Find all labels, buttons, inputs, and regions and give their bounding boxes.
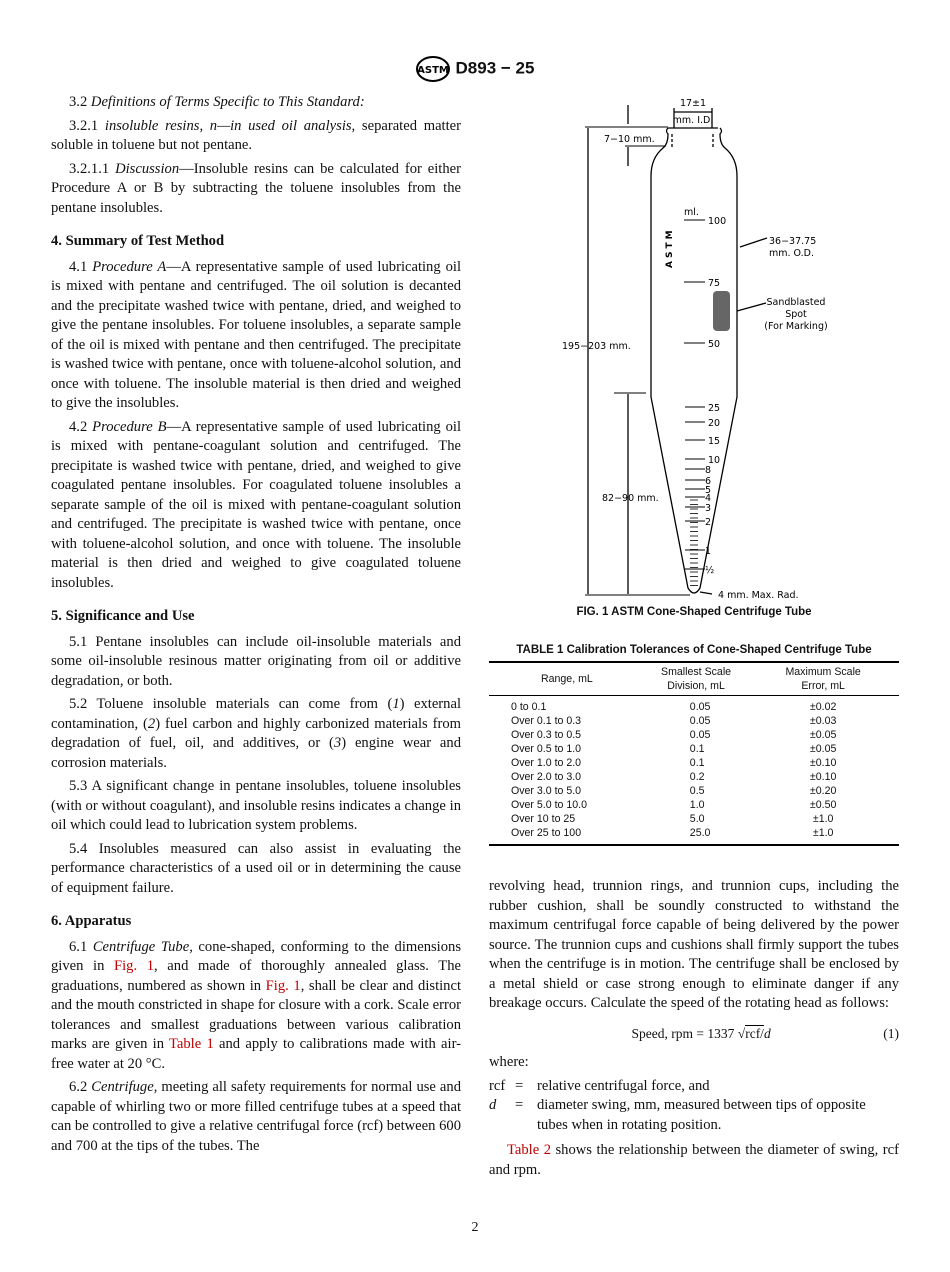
equation-1: Speed, rpm = 1337 √rcf/d (1) (631, 1025, 899, 1041)
svg-text:ASTM: ASTM (416, 65, 449, 76)
division-cell: 0.1 (689, 757, 705, 769)
table-row (489, 798, 899, 812)
spot-label-3: (For Marking) (764, 321, 828, 332)
astm-logo-icon (416, 56, 450, 82)
where-label: where: (489, 1054, 529, 1070)
division-cell: 0.05 (689, 729, 711, 741)
radius-label: 4 mm. Max. Rad. (718, 590, 799, 601)
table-row (489, 728, 899, 742)
range-cell: Over 1.0 to 2.0 (511, 757, 582, 769)
definition-rcf: rcf = relative centrifugal force, and (489, 1077, 710, 1094)
graduation-label: ½ (705, 565, 715, 576)
error-cell: ±0.20 (809, 785, 837, 797)
right-column (489, 877, 899, 1184)
division-cell: 0.5 (689, 785, 705, 797)
ml-label: ml. (684, 207, 699, 218)
graduation-label: 25 (708, 403, 721, 414)
range-cell: Over 0.3 to 0.5 (511, 729, 582, 741)
table-row (489, 770, 899, 784)
range-cell: Over 5.0 to 10.0 (511, 799, 587, 811)
error-cell: ±0.03 (809, 715, 837, 727)
section-4-heading: 4. Summary of Test Method (51, 233, 225, 249)
range-cell: Over 0.5 to 1.0 (511, 743, 582, 755)
para-5-3: 5.3 A significant change in pentane insolubles, toluene insolubles (with or without coagulant), and insoluble resins indicates a change in oil which could lead to lubrication system problems. (51, 778, 461, 833)
para-5-2: 5.2 Toluene insoluble materials can come from (1) external contamination, (2) fuel carbon and highly carbonized materials from degradation of fuel, oil, and additives, or (3) engine wear and corrosion materials. (51, 696, 461, 771)
para-6-2: 6.2 Centrifuge, meeting all safety requirements for normal use and capable of whirling two or more filled centrifuge tubes at a speed that can be controlled to give a relative centrifugal force (rcf) between 600 and 700 at the tips of the tubes. The (51, 1079, 461, 1154)
error-cell: ±0.05 (809, 743, 837, 755)
graduation-label: 15 (708, 436, 721, 447)
graduation-label: 4 (705, 493, 712, 504)
section-5-heading: 5. Significance and Use (51, 608, 195, 624)
division-cell: 0.1 (689, 743, 705, 755)
range-cell: Over 10 to 25 (511, 813, 576, 825)
graduation-label: 10 (708, 455, 721, 466)
neck-dimension: 7−10 mm. (604, 134, 655, 145)
id-label-2: mm. I.D. (672, 115, 714, 126)
page-number: 2 (471, 1220, 479, 1235)
para-4-2: 4.2 Procedure B—A representative sample of used lubricating oil is mixed with pentane-coagulant solution and centrifuged. The precipitate is washed twice with pentane, dried, and weighed to give coagulated pentane insolubles. For coagulated toluene insolubles a separate sample of the oil is mixed with pentane-coagulant solution and centrifuged. The precipitate is washed twice with pentane, once with toluene-alcohol solution, and once with toluene. The insoluble material is then dried and weighed to give coagulated toluene insolubles. (51, 418, 462, 591)
col-header-range: Range, mL (489, 662, 645, 696)
range-cell: Over 0.1 to 0.3 (511, 715, 582, 727)
division-cell: 0.2 (689, 771, 705, 783)
table-row (489, 812, 899, 826)
division-cell: 5.0 (689, 813, 705, 825)
od-label-2: mm. O.D. (769, 248, 814, 259)
table-row (489, 742, 899, 756)
division-cell: 1.0 (689, 799, 705, 811)
error-cell: ±0.05 (809, 729, 837, 741)
centrifuge-tube-figure (540, 90, 860, 605)
para-table2-ref: Table 2 shows the relationship between the diameter of swing, rcf and rpm. (489, 1142, 899, 1178)
definition-d: d = diameter swing, mm, measured between tips of opposite tubes when in rotating position. (489, 1097, 866, 1133)
para-3-2-1: 3.2.1 insoluble resins, n—in used oil analysis, separated matter soluble in toluene but not pentane. (51, 117, 461, 153)
table-row (489, 826, 899, 845)
figure-caption: FIG. 1 ASTM Cone-Shaped Centrifuge Tube (576, 606, 812, 618)
range-cell: Over 3.0 to 5.0 (511, 785, 582, 797)
table2-link[interactable]: Table 2 (507, 1142, 551, 1158)
table-title: TABLE 1 Calibration Tolerances of Cone-Shaped Centrifuge Tube (516, 644, 872, 656)
table-row (489, 696, 899, 715)
graduation-label: 1 (705, 546, 712, 557)
error-cell: ±0.10 (809, 771, 837, 783)
graduation-label: 3 (705, 503, 712, 514)
total-length-dimension: 195−203 mm. (562, 341, 631, 352)
para-5-1: 5.1 Pentane insolubles can include oil-insoluble materials and some oil-insoluble resinous matter originating from oil or additive degradation, or both. (51, 633, 461, 689)
range-cell: 0 to 0.1 (511, 701, 547, 713)
error-cell: ±1.0 (812, 813, 834, 825)
od-label: 36−37.75 (769, 236, 817, 247)
section-6-heading: 6. Apparatus (51, 913, 132, 929)
graduation-label: 8 (705, 465, 712, 476)
division-cell: 0.05 (689, 701, 711, 713)
graduation-label: 100 (708, 216, 727, 227)
para-3-2: 3.2 Definitions of Terms Specific to This Standard: (69, 94, 365, 110)
para-6-2-cont: revolving head, trunnion rings, and trunnion cups, including the rubber cushion, shall be soundly constructed to withstand the maximum centrifugal force capable of being delivered by the power source. The trunnion cups and cushions shall firmly support the tubes when the centrifuge is in motion. The centrifuge shall be enclosed by a metal shield or case strong enough to eliminate danger if any breakage occurs. Calculate the speed of the rotating head as follows: (489, 878, 899, 1011)
astm-tube-mark: ASTM (665, 227, 675, 268)
error-cell: ±0.02 (809, 701, 837, 713)
spot-label-2: Spot (785, 309, 807, 320)
designation: D893 − 25 (455, 58, 535, 78)
col-header-error: Maximum Scale Error, mL (747, 662, 899, 696)
graduation-label: 6 (705, 476, 712, 487)
graduation-label: 50 (708, 339, 721, 350)
sandblasted-spot (713, 291, 730, 331)
graduation-marks (684, 216, 726, 586)
para-3-2-1-1: 3.2.1.1 Discussion—Insoluble resins can be calculated for either Procedure A or B by subtracting the toluene insolubles from the pentane insolubles. (51, 160, 461, 216)
para-5-4: 5.4 Insolubles measured can also assist in evaluating the performance characteristics of a used oil or in determining the cause of equipment failure. (51, 840, 461, 896)
col-header-division: Smallest Scale Division, mL (645, 662, 748, 696)
table-row (489, 756, 899, 770)
error-cell: ±1.0 (812, 827, 834, 839)
table1-link[interactable]: Table 1 (169, 1036, 214, 1052)
para-4-1: 4.1 Procedure A—A representative sample of used lubricating oil is mixed with pentane and centrifuged. The oil solution is decanted and the precipitate washed twice with pentane, dried, and weighed to give the pentane insolubles. For toluene insolubles, a separate sample of the oil is mixed with pentane and then centrifuged. The precipitate is washed twice with pentane, once with toluene-alcohol solution, and once with toluene. The insoluble material is then dried and weighed to give the insolubles. (51, 258, 461, 411)
error-cell: ±0.50 (809, 799, 837, 811)
graduation-label: 2 (705, 517, 712, 528)
id-label: 17±1 (679, 98, 707, 109)
table-row (489, 714, 899, 728)
para-6-1: 6.1 Centrifuge Tube, cone-shaped, conforming to the dimensions given in Fig. 1, and made of thoroughly annealed glass. The graduations, numbered as shown in Fig. 1, shall be clear and distinct and the mouth constricted in shape for closure with a cork. Scale error tolerances and smallest graduations between various calibration marks are given in Table 1 and apply to calibrations made with air-free water at 20 °C. (51, 938, 462, 1072)
fig1-link[interactable]: Fig. 1 (114, 958, 155, 974)
cone-length-dimension: 82−90 mm. (602, 493, 659, 504)
range-cell: Over 25 to 100 (511, 827, 582, 839)
graduation-label: 5 (705, 485, 712, 496)
table-1 (489, 644, 899, 846)
graduation-label: 20 (708, 418, 721, 429)
division-cell: 25.0 (689, 827, 711, 839)
graduation-label: 75 (708, 278, 721, 289)
table-row (489, 784, 899, 798)
page-header (0, 56, 950, 82)
division-cell: 0.05 (689, 715, 711, 727)
error-cell: ±0.10 (809, 757, 837, 769)
spot-label: Sandblasted (766, 297, 826, 308)
left-column (51, 93, 461, 1160)
range-cell: Over 2.0 to 3.0 (511, 771, 582, 783)
fig1-link[interactable]: Fig. 1 (265, 977, 301, 994)
